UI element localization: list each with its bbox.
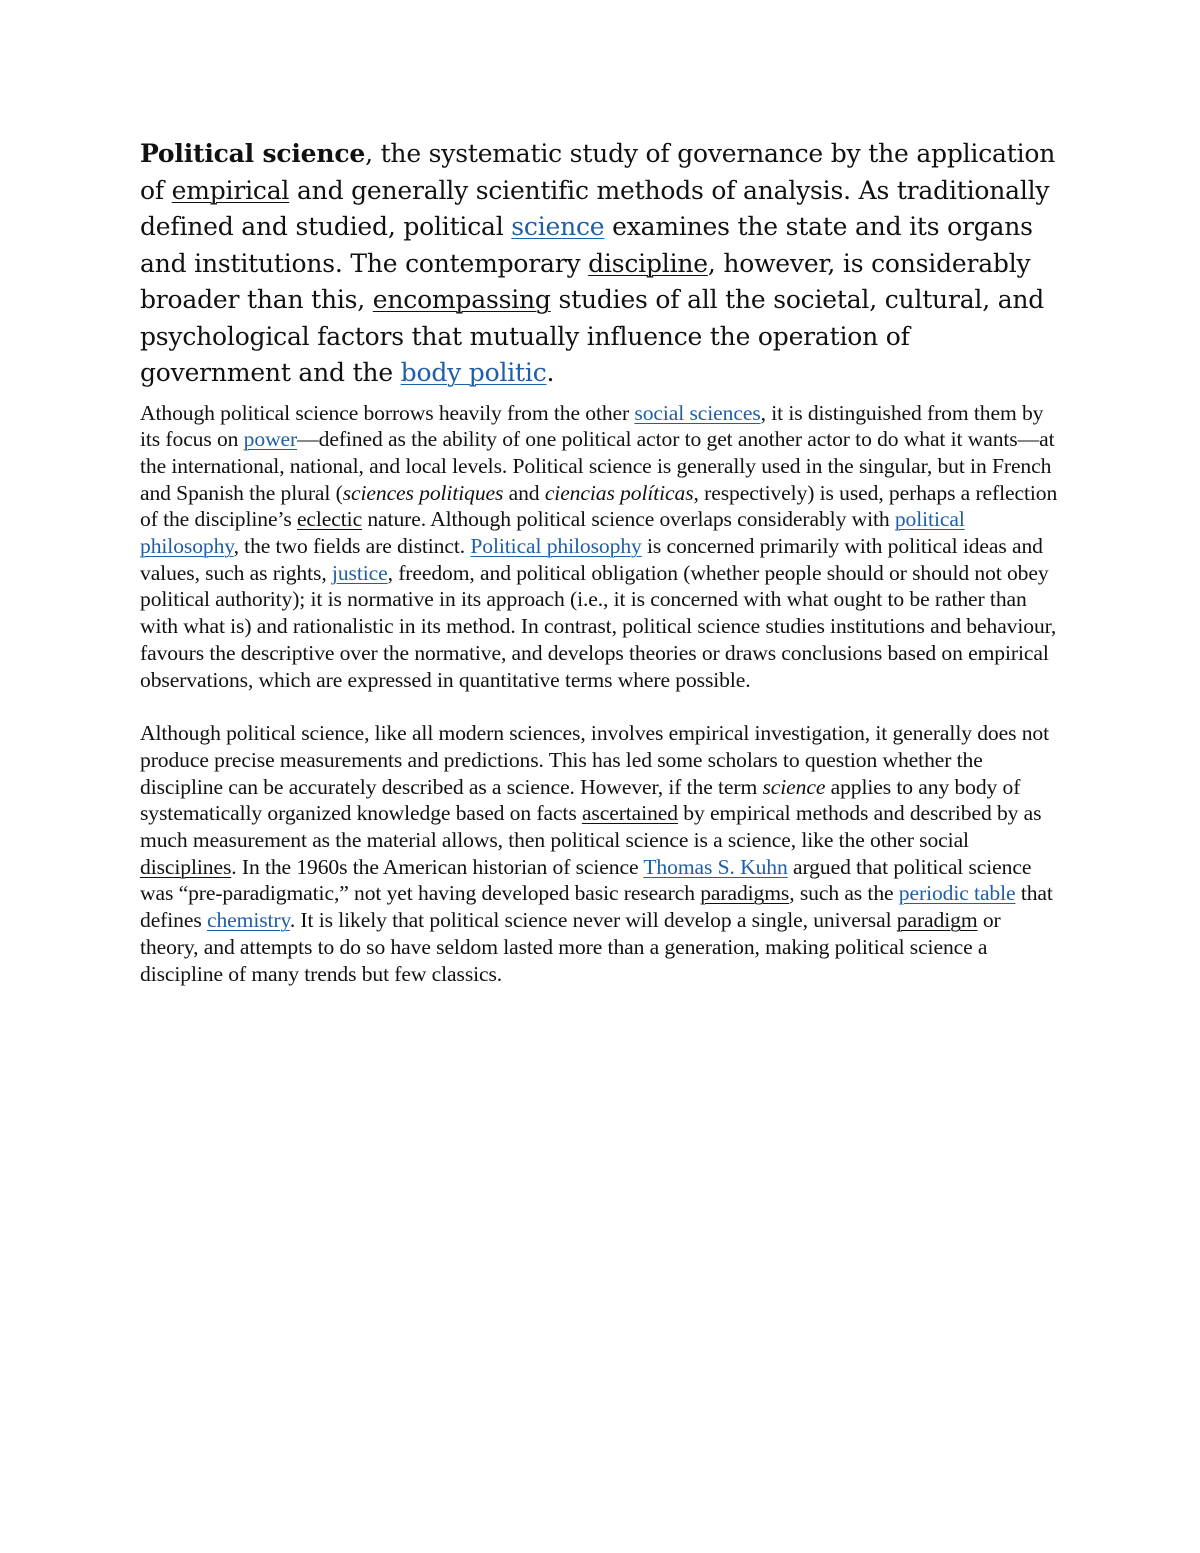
text-span: , respectively) is used, perhaps a reflection of the discipline’s	[140, 480, 1058, 532]
text-span: Athough political science borrows heavily from the other	[140, 400, 635, 425]
text-span: nature. Although political science overlaps considerably with	[362, 507, 895, 532]
underlined-term-paradigm[interactable]: paradigm	[896, 908, 978, 933]
text-span: examines the state and its organs and institutions. The contemporary	[140, 212, 1033, 278]
link-political-philosophy[interactable]: political philosophy	[140, 507, 965, 559]
document-page	[140, 136, 1058, 987]
link-social-sciences[interactable]: social sciences	[634, 400, 761, 425]
link-periodic-table[interactable]: periodic table	[898, 881, 1016, 906]
text-span: , however, is considerably broader than this,	[140, 248, 1031, 314]
text-span: , the two fields are distinct.	[233, 534, 471, 559]
underlined-term-encompassing[interactable]: encompassing	[372, 285, 551, 314]
underlined-term-empirical[interactable]: empirical	[171, 175, 290, 205]
text-span: . In the 1960s the American historian of science	[231, 854, 644, 879]
text-span: , freedom, and political obligation (whether people should or should not obey political authority); it is normative in its approach (i.e., it is concerned with what ought to be rather than with what is) and rationalistic in its method. In contrast, political science studies institutions and behaviour, favours the descriptive over the normative, and develops theories or draws conclusions based on empirical observations, which are expressed in quantitative terms where possible.	[140, 560, 1057, 692]
body-paragraph-2	[140, 720, 1058, 987]
underlined-term-paradigms[interactable]: paradigms	[700, 881, 790, 906]
italic-term-science: science	[762, 774, 826, 799]
underlined-term-discipline[interactable]: discipline	[588, 248, 708, 278]
italic-term-sciences-politiques: sciences politiques	[342, 480, 504, 505]
text-span: studies of all the societal, cultural, and psychological factors that mutually influence the operation of government and the	[140, 285, 1045, 387]
text-span: , it is distinguished from them by its focus on	[140, 400, 1044, 452]
text-span: , such as the	[789, 881, 899, 906]
link-body-politic[interactable]: body politic	[400, 358, 547, 387]
text-span: Although political science, like all modern sciences, involves empirical investigation, it generally does not produce precise measurements and predictions. This has led some scholars to question whether the discipline can be accurately described as a science. However, if the term	[140, 721, 1049, 799]
text-span: applies to any body of systematically organized knowledge based on facts	[140, 774, 1021, 826]
link-political-philosophy-2[interactable]: Political philosophy	[470, 534, 642, 559]
text-span: and	[503, 480, 545, 505]
underlined-term-ascertained[interactable]: ascertained	[581, 801, 678, 826]
text-span: argued that political science was “pre-paradigmatic,” not yet having developed basic research	[140, 854, 1032, 906]
lead-term: Political science	[140, 139, 366, 168]
text-span: is concerned primarily with political ideas and values, such as rights,	[140, 534, 1043, 585]
link-power[interactable]: power	[243, 427, 298, 452]
link-science[interactable]: science	[511, 212, 605, 241]
underlined-term-eclectic[interactable]: eclectic	[296, 507, 363, 532]
link-thomas-kuhn[interactable]: Thomas S. Kuhn	[643, 854, 788, 879]
text-span: .	[546, 358, 555, 387]
text-span: that defines	[140, 881, 1053, 933]
text-span: by empirical methods and described by as much measurement as the material allows, then political science is a science, like the other social	[140, 801, 1042, 853]
text-span: and generally scientific methods of analysis. As traditionally defined and studied, political	[140, 175, 1050, 241]
lead-paragraph	[140, 136, 1058, 392]
underlined-term-disciplines[interactable]: disciplines	[140, 854, 232, 879]
link-justice[interactable]: justice	[331, 560, 388, 585]
italic-term-ciencias-politicas: ciencias políticas	[544, 480, 694, 505]
text-span: or theory, and attempts to do so have seldom lasted more than a generation, making political science a discipline of many trends but few classics.	[140, 908, 1001, 986]
text-span: . It is likely that political science never will develop a single, universal	[289, 908, 897, 933]
text-span: , the systematic study of governance by the application of	[140, 139, 1056, 205]
link-chemistry[interactable]: chemistry	[206, 908, 290, 933]
text-span: —defined as the ability of one political actor to get another actor to do what it wants—at the international, national, and local levels. Political science is generally used in the singular, but in French and Spanish the plural (	[140, 427, 1055, 505]
body-paragraph-1	[140, 400, 1058, 694]
